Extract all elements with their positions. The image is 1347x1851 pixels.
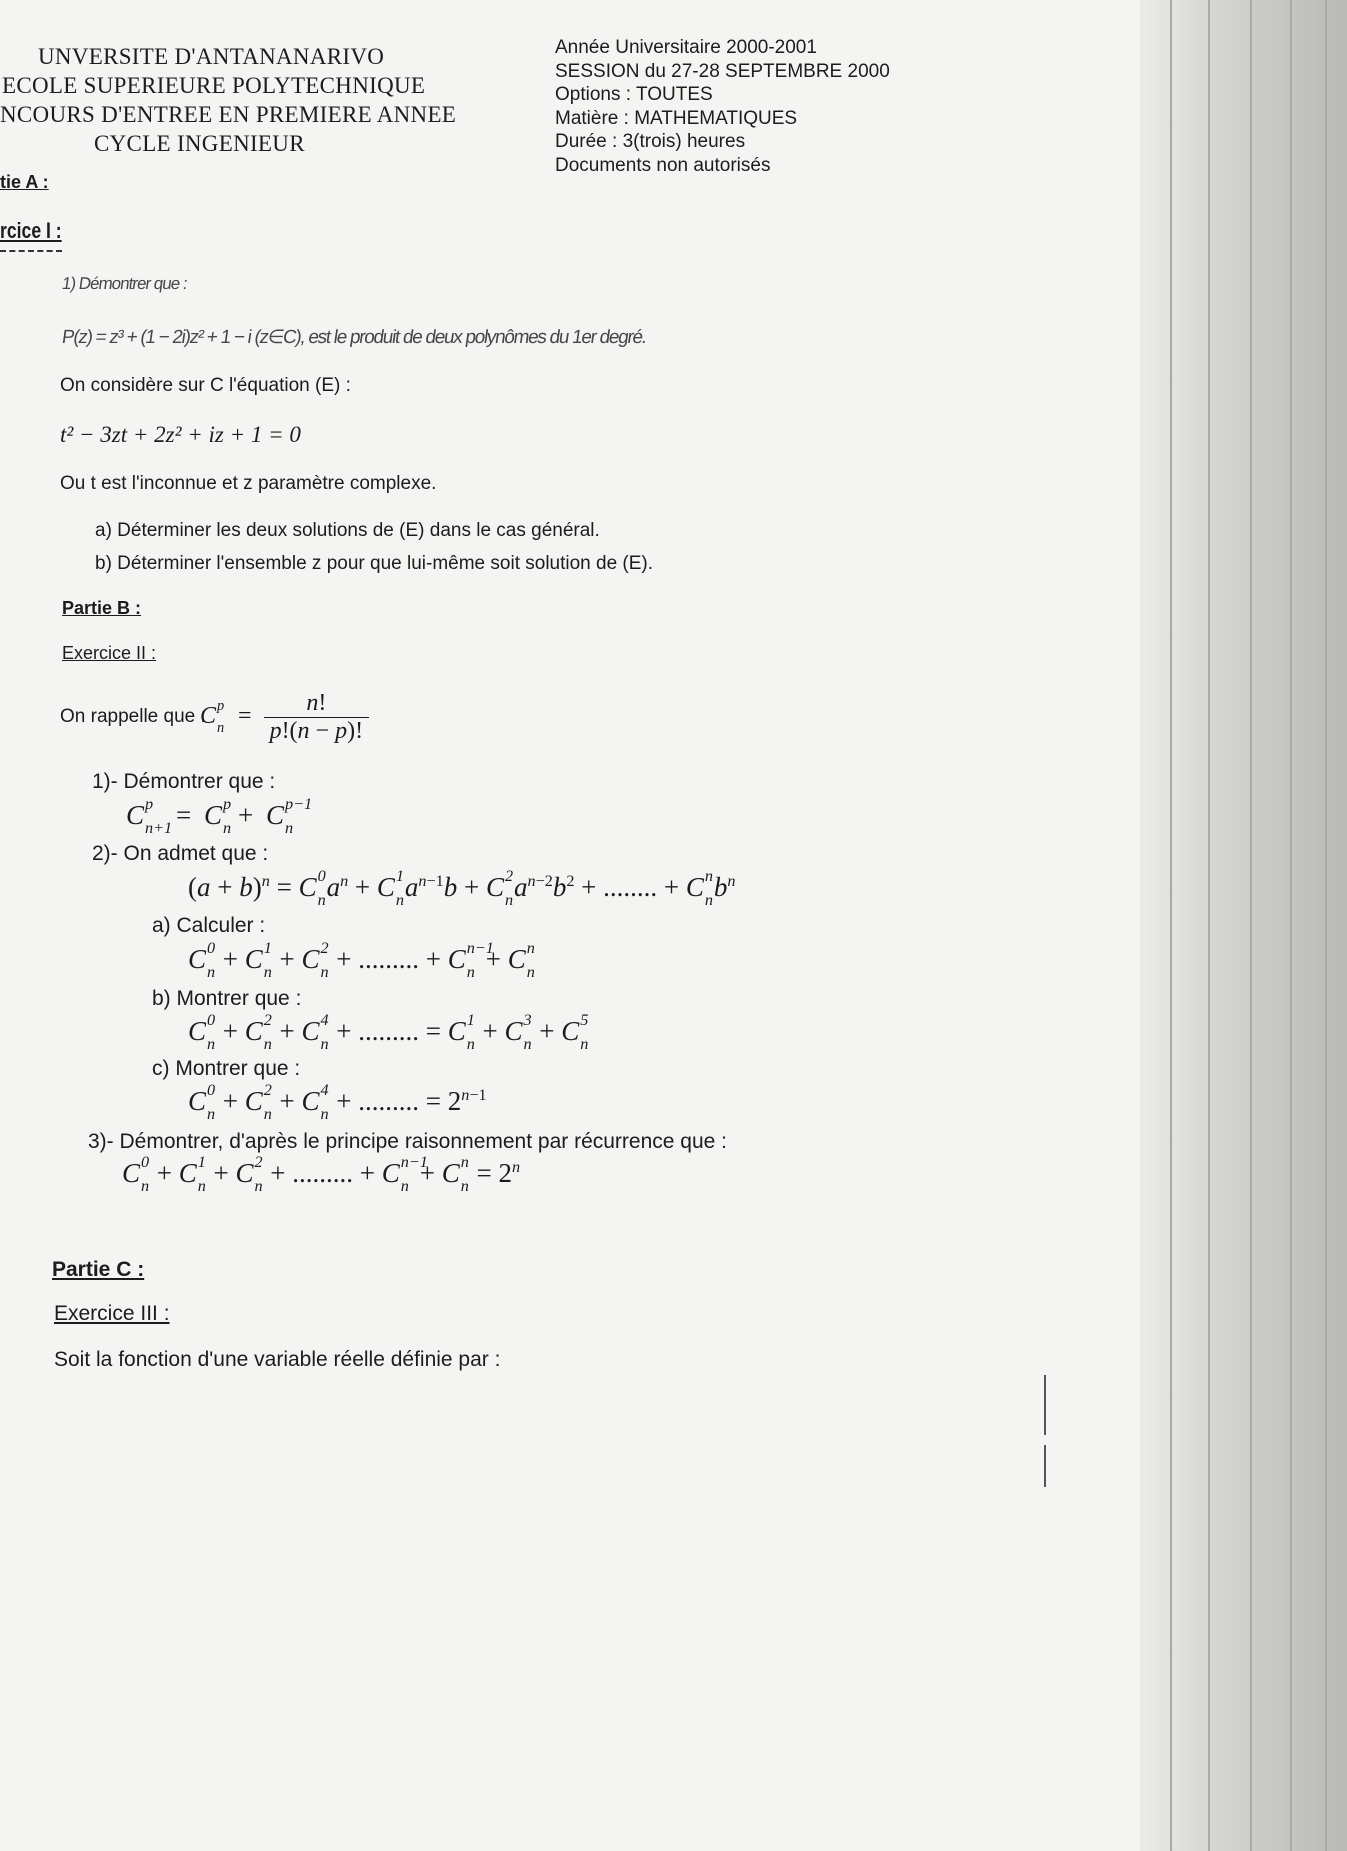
even-odd-equality: C 0 n + C 2 n + C 4 n + ......... = C 1 n + C 3 n + C 5 n (188, 1011, 589, 1053)
scan-mark (1044, 1375, 1046, 1435)
page-stack-edges (1140, 0, 1347, 1851)
header-academic-year: Année Universitaire 2000-2001 (555, 37, 817, 58)
part-c-title: Partie C : (52, 1258, 145, 1281)
polynomial-statement: P(z) = z³ + (1 − 2i)z² + 1 − i (z∈C), est le produit de deux polynômes du 1er degré. (60, 327, 648, 348)
binomial-theorem: $(a + b)^n = C$ 0 n $a^n + C$ 1 n $a^{n-1}b + C$ 2 n $a^{n-2}b^2$ + ........ + C n n $b^n$ (188, 867, 736, 909)
header-line-contest: NCOURS D'ENTREE EN PREMIERE ANNEE (0, 102, 457, 127)
question-b3: 3)- Démontrer, d'après le principe raisonnement par récurrence que : (88, 1130, 727, 1153)
institution-header (0, 42, 457, 158)
header-line-school: ECOLE SUPERIEURE POLYTECHNIQUE (2, 73, 426, 98)
question-b2b: b) Montrer que : (152, 987, 302, 1010)
question-1-prompt: 1) Démontrer que : (60, 274, 189, 293)
header-line-university: UNVERSITE D'ANTANANARIVO (38, 44, 385, 69)
equation-e: t² − 3zt + 2z² + iz + 1 = 0 (60, 422, 301, 447)
part-b-title: Partie B : (62, 598, 142, 618)
scan-mark (1044, 1445, 1046, 1487)
question-b2: 2)- On admet que : (92, 842, 269, 865)
exercise-2-title: Exercice II : (62, 643, 157, 663)
function-definition-intro: Soit la fonction d'une variable réelle définie par : (54, 1348, 501, 1371)
binomial-definition: C p n = $\frac{n!}{p!(n - p)!}$ (200, 690, 369, 745)
header-session: SESSION du 27-28 SEPTEMBRE 2000 (555, 60, 890, 82)
header-subject: Matière : MATHEMATIQUES (555, 107, 798, 129)
recall-text: On rappelle que : (60, 706, 206, 727)
sum-all-coefficients: C 0 n + C 1 n + C 2 n + ......... + C n−1 n + C n n (188, 939, 535, 981)
induction-identity: C 0 n + C 1 n + C 2 n + ......... + C n−1 n + C n n = $2^n$ (122, 1153, 521, 1195)
even-sum-power: C 0 n + C 2 n + C 4 n + ......... = $2^{n-1}$ (188, 1081, 487, 1123)
equation-variables-note: Ou t est l'inconnue et z paramètre complexe. (60, 473, 437, 494)
question-b: b) Déterminer l'ensemble z pour que lui-même soit solution de (E). (95, 553, 654, 574)
header-documents: Documents non autorisés (555, 154, 771, 176)
question-a: a) Déterminer les deux solutions de (E) dans le cas général. (95, 520, 600, 541)
exercise-3-title: Exercice III : (54, 1302, 170, 1325)
question-b2c: c) Montrer que : (152, 1057, 301, 1080)
header-duration: Durée : 3(trois) heures (555, 131, 746, 152)
exercise-1-title-underline (0, 250, 62, 252)
question-b2a: a) Calculer : (152, 914, 266, 937)
part-a-title: tie A : (0, 172, 49, 192)
session-info-header (555, 36, 890, 177)
exercise-1-title: rcice I : (0, 218, 62, 243)
pascal-identity: C p n+1 = C p n + C p−1 n (126, 795, 313, 837)
header-line-cycle: CYCLE INGENIEUR (94, 131, 305, 156)
question-b1: 1)- Démontrer que : (92, 770, 276, 793)
header-options: Options : TOUTES (555, 84, 713, 105)
equation-intro: On considère sur C l'équation (E) : (60, 375, 351, 396)
